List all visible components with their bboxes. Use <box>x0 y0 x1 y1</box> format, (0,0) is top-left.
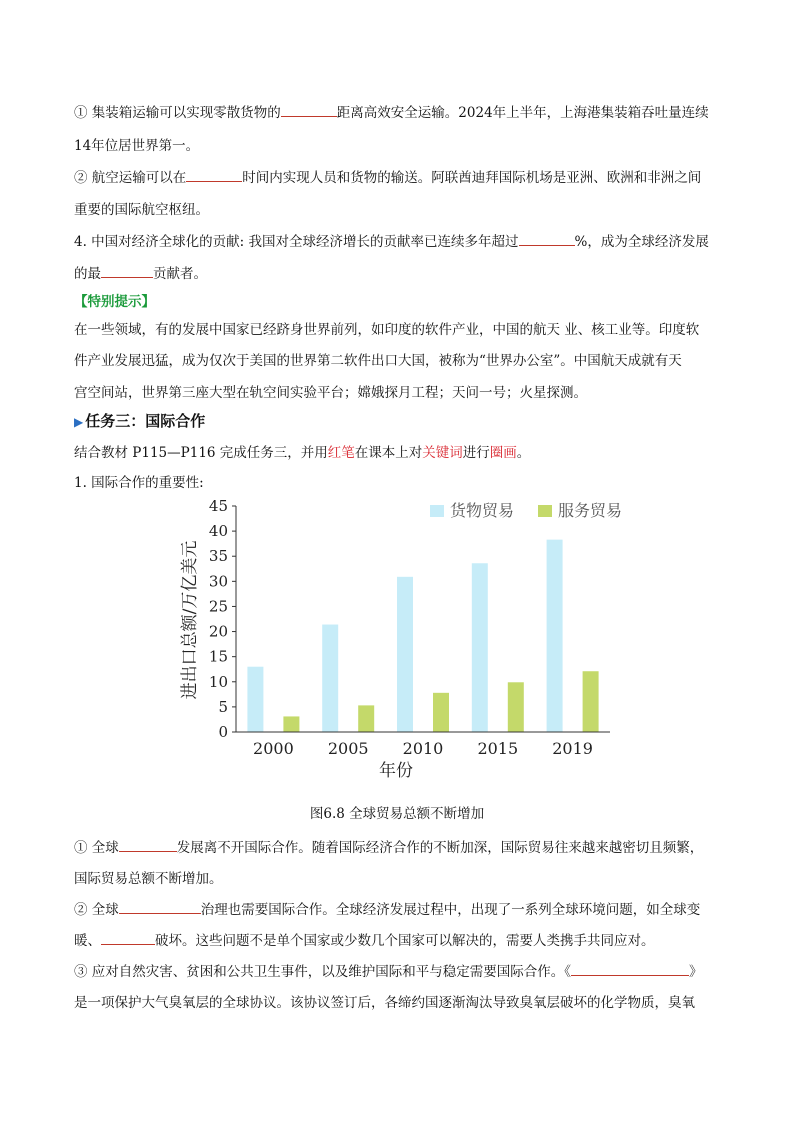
legend-swatch <box>538 505 552 517</box>
legend-swatch <box>430 505 444 517</box>
line-text: 时间内实现人员和货物的输送。阿联酋迪拜国际机场是亚洲、欧洲和非洲之间 <box>242 170 702 186</box>
answer-blank[interactable] <box>101 263 153 278</box>
y-axis-label: 进出口总额/万亿美元 <box>180 540 200 700</box>
line-text: 贡献者。 <box>153 266 207 282</box>
figure-caption: 图6.8 全球贸易总额不断增加 <box>309 806 485 822</box>
circle-text: 圈画 <box>489 445 517 461</box>
bar-goods <box>472 563 488 732</box>
x-tick-label: 2005 <box>327 739 369 758</box>
line-text: ① 全球 <box>74 840 119 856</box>
bar-services <box>283 716 299 732</box>
x-tick-label: 2000 <box>253 739 294 758</box>
answer-blank[interactable] <box>571 961 689 976</box>
line-text: 》 <box>689 964 703 980</box>
text-line-6 <box>74 262 207 282</box>
answer-blank[interactable] <box>186 167 242 182</box>
y-tick-label: 30 <box>208 572 228 591</box>
red-pen-text: 红笔 <box>327 445 355 461</box>
line-text: 结合教材 P115—P116 完成任务三，并用 <box>74 445 328 461</box>
triangle-icon: ▶ <box>74 415 84 429</box>
bar-goods <box>322 625 338 732</box>
bar-services <box>508 682 524 732</box>
y-tick-label: 10 <box>208 672 228 691</box>
trade-bar-chart <box>150 492 640 792</box>
x-axis <box>236 732 610 758</box>
y-tick-label: 25 <box>208 597 228 616</box>
line-text: 暖、 <box>74 933 101 949</box>
y-tick-label: 0 <box>218 723 228 741</box>
y-tick-label: 20 <box>208 622 228 641</box>
line-text: 发展离不开国际合作。随着国际经济合作的不断加深，国际贸易往来越来越密切且频繁， <box>176 840 704 856</box>
text-line-16 <box>74 960 703 980</box>
text-line-1 <box>74 101 709 121</box>
legend <box>430 501 622 520</box>
line-text: ② 全球 <box>74 902 119 918</box>
text-line-9: 宫空间站，世界第三座大型在轨空间实验平台；嫦娥探月工程；天问一号；火星探测。 <box>74 385 587 401</box>
special-tip-heading: 【特别提示】 <box>74 294 155 310</box>
keyword-text: 关键词 <box>422 445 463 461</box>
text-line-7: 在一些领域，有的发展中国家已经跻身世界前列，如印度的软件产业，中国的航天 业、核工业等。印度软 <box>74 322 700 338</box>
y-tick-label: 40 <box>208 522 228 541</box>
text-line-15 <box>74 929 655 949</box>
text-line-2: 14年位居世界第一。 <box>74 138 200 154</box>
line-text: 4. 中国对经济全球化的贡献: 我国对全球经济增长的贡献率已连续多年超过 <box>74 234 519 250</box>
y-tick-label: 45 <box>208 497 228 515</box>
line-text: 距离高效安全运输。2024年上半年，上海港集装箱吞吐量连续 <box>336 105 709 121</box>
legend-label: 服务贸易 <box>558 501 623 520</box>
bar-goods <box>397 577 413 732</box>
x-tick-label: 2019 <box>552 739 593 758</box>
answer-blank[interactable] <box>101 930 155 945</box>
bar-goods <box>547 540 563 732</box>
line-text: 。 <box>516 445 531 461</box>
text-line-3 <box>74 166 701 186</box>
line-text: ③ 应对自然灾害、贫困和公共卫生事件，以及维护国际和平与稳定需要国际合作。《 <box>74 964 572 980</box>
bar-goods <box>247 667 263 732</box>
line-text: 的最 <box>74 266 101 282</box>
line-text: 破坏。这些问题不是单个国家或少数几个国家可以解决的，需要人类携手共同应对。 <box>155 933 655 949</box>
bar-services <box>358 705 374 732</box>
text-line-5 <box>74 230 709 250</box>
task-title: 任务三：国际合作 <box>85 412 206 430</box>
y-axis <box>209 497 236 741</box>
text-line-8: 件产业发展迅猛，成为仅次于美国的世界第二软件出口大国，被称为“世界办公室”。中国航天成就有天 <box>74 353 682 369</box>
x-tick-label: 2015 <box>477 739 519 758</box>
line-text: ② 航空运输可以在 <box>74 170 187 186</box>
task-three-heading <box>74 410 205 431</box>
answer-blank[interactable] <box>119 837 177 852</box>
line-text: 治理也需要国际合作。全球经济发展过程中，出现了一系列全球环境问题，如全球变 <box>200 902 701 918</box>
line-text: %，成为全球经济发展 <box>574 234 709 250</box>
y-tick-label: 5 <box>218 697 228 716</box>
answer-blank[interactable] <box>119 899 201 914</box>
text-line-14 <box>74 898 700 918</box>
line-text: 进行 <box>462 445 490 461</box>
text-line-10 <box>74 441 530 461</box>
x-axis-label: 年份 <box>379 761 413 781</box>
line-text: ① 集装箱运输可以实现零散货物的 <box>74 105 281 121</box>
y-tick-label: 15 <box>208 647 228 666</box>
text-line-13: 国际贸易总额不断增加。 <box>74 871 223 887</box>
line-text: 在课本上对 <box>354 445 423 461</box>
bars <box>247 540 598 732</box>
text-line-17: 是一项保护大气臭氧层的全球协议。该协议签订后，各缔约国逐渐淘汰导致臭氧层破坏的化学物质，臭氧 <box>74 995 695 1011</box>
x-tick-label: 2010 <box>402 739 444 758</box>
text-line-4: 重要的国际航空枢纽。 <box>74 202 209 218</box>
text-line-11: 1. 国际合作的重要性: <box>74 475 204 491</box>
y-tick-label: 35 <box>208 547 228 566</box>
legend-label: 货物贸易 <box>450 501 515 520</box>
text-line-12 <box>74 836 703 856</box>
answer-blank[interactable] <box>519 231 575 246</box>
answer-blank[interactable] <box>281 102 337 117</box>
bar-services <box>433 693 449 732</box>
bar-services <box>583 671 599 732</box>
